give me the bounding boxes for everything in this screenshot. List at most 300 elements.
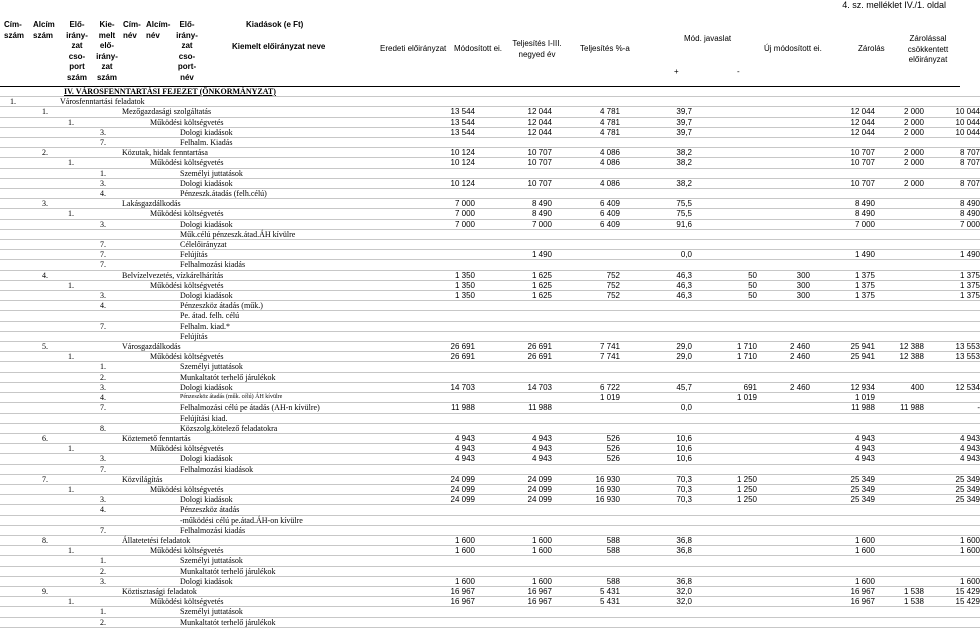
cell-teljesites	[552, 321, 620, 331]
cell-uj-modositott	[810, 617, 875, 627]
cell-mod-minus	[757, 117, 810, 127]
cell-uj-modositott	[810, 260, 875, 270]
row-name: Személyi juttatások	[60, 362, 395, 372]
cell-teljesites: 16 930	[552, 474, 620, 484]
cell-teljesites-pct: 10,6	[620, 444, 692, 454]
cell-uj-modositott	[810, 607, 875, 617]
cell-modositott	[475, 301, 552, 311]
cell-mod-plus	[692, 240, 757, 250]
cell-uj-modositott: 16 967	[810, 597, 875, 607]
cell-mod-plus	[692, 515, 757, 525]
cell-eredeti: 7 000	[395, 209, 475, 219]
cell-uj-modositott	[810, 362, 875, 372]
table-row	[0, 393, 980, 403]
row-code: 7.	[0, 250, 60, 260]
row-name: Felhalmozási kiadások	[60, 464, 395, 474]
cell-zarolas: 12 388	[875, 352, 924, 362]
cell-mod-plus	[692, 107, 757, 117]
cell-uj-modositott: 1 019	[810, 393, 875, 403]
cell-uj-modositott: 11 988	[810, 403, 875, 413]
cell-uj-modositott: 4 943	[810, 454, 875, 464]
cell-modositott	[475, 138, 552, 148]
table-row	[0, 97, 980, 107]
cell-modositott: 1 625	[475, 280, 552, 290]
cell-zarolassal: 1 600	[924, 546, 980, 556]
cell-eredeti	[395, 168, 475, 178]
cell-teljesites	[552, 311, 620, 321]
cell-zarolassal: 1 600	[924, 535, 980, 545]
row-code: 3.	[0, 291, 60, 301]
cell-uj-modositott	[810, 464, 875, 474]
header-zarolassal-text: Zárolással csökkentett előirányzat	[907, 34, 949, 64]
cell-zarolassal: 15 429	[924, 597, 980, 607]
row-code: 6.	[0, 433, 60, 443]
table-body	[0, 87, 980, 627]
cell-teljesites: 588	[552, 535, 620, 545]
row-name: Belvízelvezetés, vízkárelhárítás	[60, 270, 395, 280]
cell-teljesites: 7 741	[552, 352, 620, 362]
cell-zarolas	[875, 372, 924, 382]
cell-zarolassal	[924, 372, 980, 382]
cell-mod-plus: 1 710	[692, 352, 757, 362]
cell-teljesites-pct	[620, 556, 692, 566]
cell-mod-minus	[757, 250, 810, 260]
row-code: 7.	[0, 403, 60, 413]
row-name: Személyi juttatások	[60, 607, 395, 617]
cell-modositott: 26 691	[475, 342, 552, 352]
table-row	[0, 495, 980, 505]
row-name: Munkaltatót terhelő járulékok	[60, 372, 395, 382]
cell-uj-modositott	[810, 240, 875, 250]
cell-teljesites: 752	[552, 280, 620, 290]
cell-uj-modositott: 4 943	[810, 433, 875, 443]
cell-teljesites	[552, 423, 620, 433]
table-row	[0, 199, 980, 209]
cell-mod-minus	[757, 219, 810, 229]
row-name: Pénzeszköz átadás (műk.)	[60, 301, 395, 311]
cell-teljesites-pct	[620, 321, 692, 331]
cell-teljesites: 16 930	[552, 495, 620, 505]
header-modositott: Módosított ei.	[454, 44, 503, 53]
cell-zarolas: 1 538	[875, 586, 924, 596]
table-row	[0, 444, 980, 454]
cell-mod-minus	[757, 168, 810, 178]
cell-mod-minus	[757, 454, 810, 464]
cell-zarolas	[875, 495, 924, 505]
row-code: 4.	[0, 393, 60, 403]
row-code: 1.	[0, 97, 60, 107]
cell-uj-modositott: 25 941	[810, 342, 875, 352]
cell-mod-minus	[757, 178, 810, 188]
cell-zarolas	[875, 505, 924, 515]
cell-teljesites	[552, 260, 620, 270]
cell-modositott	[475, 505, 552, 515]
cell-teljesites-pct	[620, 97, 692, 107]
cell-teljesites-pct	[620, 362, 692, 372]
cell-modositott: 10 707	[475, 178, 552, 188]
cell-zarolassal	[924, 413, 980, 423]
cell-zarolas	[875, 454, 924, 464]
cell-eredeti	[395, 260, 475, 270]
cell-teljesites: 752	[552, 270, 620, 280]
cell-teljesites	[552, 331, 620, 341]
cell-teljesites: 6 722	[552, 382, 620, 392]
cell-zarolas: 2 000	[875, 158, 924, 168]
header-cimnev-text: Cím- név	[123, 20, 141, 40]
table-row	[0, 301, 980, 311]
cell-zarolas	[875, 280, 924, 290]
cell-eredeti: 1 600	[395, 546, 475, 556]
row-name: Felhalm. Kiadás	[60, 138, 395, 148]
cell-zarolassal	[924, 138, 980, 148]
cell-mod-plus	[692, 576, 757, 586]
cell-modositott	[475, 525, 552, 535]
table-row	[0, 270, 980, 280]
cell-modositott	[475, 372, 552, 382]
cell-eredeti: 24 099	[395, 495, 475, 505]
section-title: IV. VÁROSFENNTARTÁSI FEJEZET (ÖNKORMÁNYZAT)	[60, 87, 395, 97]
cell-mod-plus: 1 250	[692, 495, 757, 505]
cell-zarolas	[875, 291, 924, 301]
cell-zarolas: 2 000	[875, 107, 924, 117]
cell-mod-minus: 300	[757, 291, 810, 301]
cell-uj-modositott: 1 490	[810, 250, 875, 260]
table-row	[0, 372, 980, 382]
cell-eredeti: 13 544	[395, 127, 475, 137]
cell-mod-plus: 1 250	[692, 474, 757, 484]
cell-zarolas: 2 000	[875, 127, 924, 137]
row-code: 7.	[0, 321, 60, 331]
cell-mod-minus	[757, 321, 810, 331]
cell-modositott: 26 691	[475, 352, 552, 362]
cell-zarolassal	[924, 301, 980, 311]
cell-uj-modositott	[810, 423, 875, 433]
cell-eredeti	[395, 464, 475, 474]
row-code: 3.	[0, 454, 60, 464]
table-row	[0, 464, 980, 474]
cell-zarolassal: 25 349	[924, 484, 980, 494]
row-code: 1.	[0, 484, 60, 494]
cell-eredeti: 10 124	[395, 158, 475, 168]
row-code: 1.	[0, 107, 60, 117]
cell-eredeti: 16 967	[395, 597, 475, 607]
header-alcim	[33, 20, 55, 41]
cell-uj-modositott	[810, 138, 875, 148]
cell-mod-minus	[757, 433, 810, 443]
cell-teljesites-pct	[620, 413, 692, 423]
cell-eredeti: 10 124	[395, 148, 475, 158]
cell-zarolas	[875, 535, 924, 545]
cell-mod-minus: 300	[757, 280, 810, 290]
header-eredeti: Eredeti előirányzat	[380, 44, 447, 53]
cell-modositott	[475, 464, 552, 474]
header-eloir-csop-nev	[174, 20, 200, 83]
cell-modositott: 12 044	[475, 107, 552, 117]
cell-zarolassal	[924, 331, 980, 341]
cell-modositott: 16 967	[475, 597, 552, 607]
cell-eredeti	[395, 393, 475, 403]
cell-teljesites	[552, 617, 620, 627]
cell-zarolas: 2 000	[875, 117, 924, 127]
row-name: Működési költségvetés	[60, 117, 395, 127]
cell-modositott	[475, 423, 552, 433]
cell-teljesites-pct: 38,2	[620, 158, 692, 168]
cell-mod-minus	[757, 444, 810, 454]
row-code: 5.	[0, 342, 60, 352]
cell-zarolas	[875, 444, 924, 454]
cell-teljesites-pct: 36,8	[620, 576, 692, 586]
row-code: 3.	[0, 199, 60, 209]
row-code	[0, 311, 60, 321]
cell-zarolas	[875, 393, 924, 403]
cell-mod-minus	[757, 199, 810, 209]
cell-teljesites	[552, 505, 620, 515]
cell-eredeti: 4 943	[395, 433, 475, 443]
cell-teljesites-pct: 32,0	[620, 597, 692, 607]
cell-modositott	[475, 556, 552, 566]
table-row	[0, 138, 980, 148]
cell-modositott	[475, 607, 552, 617]
row-name: Dologi kiadások	[60, 291, 395, 301]
cell-mod-plus	[692, 617, 757, 627]
row-name: Köztisztasági feladatok	[60, 586, 395, 596]
cell-mod-minus	[757, 474, 810, 484]
cell-eredeti	[395, 372, 475, 382]
cell-mod-plus	[692, 97, 757, 107]
cell-zarolassal: 1 375	[924, 270, 980, 280]
cell-eredeti	[395, 515, 475, 525]
cell-teljesites-pct: 46,3	[620, 280, 692, 290]
row-code: 7.	[0, 240, 60, 250]
cell-mod-minus	[757, 556, 810, 566]
cell-zarolassal: 4 943	[924, 454, 980, 464]
cell-uj-modositott: 8 490	[810, 209, 875, 219]
cell-mod-plus	[692, 189, 757, 199]
cell-teljesites-pct: 29,0	[620, 342, 692, 352]
header-alcimnev	[146, 20, 170, 41]
cell-uj-modositott	[810, 566, 875, 576]
cell-uj-modositott: 25 941	[810, 352, 875, 362]
cell-uj-modositott	[810, 525, 875, 535]
cell-teljesites-pct: 39,7	[620, 107, 692, 117]
cell-eredeti	[395, 525, 475, 535]
cell-zarolas: 11 988	[875, 403, 924, 413]
row-code: 4.	[0, 189, 60, 199]
cell-eredeti: 4 943	[395, 444, 475, 454]
cell-mod-minus	[757, 403, 810, 413]
row-code: 3.	[0, 127, 60, 137]
cell-mod-minus	[757, 566, 810, 576]
cell-uj-modositott: 12 044	[810, 127, 875, 137]
table-row	[0, 168, 980, 178]
cell-uj-modositott	[810, 372, 875, 382]
cell-eredeti	[395, 617, 475, 627]
row-name: Lakásgazdálkodás	[60, 199, 395, 209]
cell-modositott	[475, 393, 552, 403]
cell-teljesites-pct: 36,8	[620, 535, 692, 545]
row-code: 3.	[0, 219, 60, 229]
cell-zarolas	[875, 168, 924, 178]
cell-zarolassal	[924, 362, 980, 372]
cell-zarolassal	[924, 556, 980, 566]
cell-zarolas: 1 538	[875, 597, 924, 607]
cell-teljesites: 6 409	[552, 209, 620, 219]
header-teljesites	[506, 39, 568, 60]
cell-teljesites: 526	[552, 444, 620, 454]
cell-teljesites	[552, 607, 620, 617]
row-name: Munkaltatót terhelő járulékok	[60, 617, 395, 627]
cell-mod-plus	[692, 535, 757, 545]
cell-teljesites: 4 781	[552, 107, 620, 117]
table-row	[0, 403, 980, 413]
cell-modositott	[475, 311, 552, 321]
cell-mod-plus	[692, 199, 757, 209]
cell-mod-minus	[757, 535, 810, 545]
header-teljesites-text: Teljesítés I-III. negyed év	[512, 39, 562, 59]
table-row	[0, 209, 980, 219]
row-name: Felújítás	[60, 331, 395, 341]
table-row	[0, 342, 980, 352]
cell-mod-plus	[692, 546, 757, 556]
cell-mod-plus: 50	[692, 280, 757, 290]
cell-modositott: 16 967	[475, 586, 552, 596]
cell-zarolassal	[924, 617, 980, 627]
cell-zarolas	[875, 311, 924, 321]
cell-teljesites-pct	[620, 331, 692, 341]
cell-teljesites-pct: 39,7	[620, 127, 692, 137]
row-name: Pénzeszköz átadás (műk. célú) ÁH kívülre	[60, 393, 395, 403]
cell-mod-minus	[757, 127, 810, 137]
row-code: 1.	[0, 158, 60, 168]
cell-teljesites-pct: 70,3	[620, 474, 692, 484]
cell-zarolas	[875, 556, 924, 566]
cell-teljesites-pct: 38,2	[620, 178, 692, 188]
cell-zarolas: 400	[875, 382, 924, 392]
cell-uj-modositott	[810, 321, 875, 331]
row-code: 8.	[0, 423, 60, 433]
row-code	[0, 413, 60, 423]
cell-mod-minus	[757, 311, 810, 321]
cell-eredeti: 13 544	[395, 117, 475, 127]
table-row	[0, 178, 980, 188]
table-row	[0, 229, 980, 239]
cell-zarolassal	[924, 566, 980, 576]
cell-teljesites: 4 781	[552, 117, 620, 127]
row-name: -működési célú pe.átad.ÁH-on kívülre	[60, 515, 395, 525]
cell-teljesites: 588	[552, 576, 620, 586]
cell-uj-modositott: 1 600	[810, 546, 875, 556]
cell-mod-plus	[692, 260, 757, 270]
cell-zarolas	[875, 433, 924, 443]
table-row	[0, 240, 980, 250]
cell-teljesites-pct: 75,5	[620, 199, 692, 209]
page-header: 4. sz. melléklet IV./1. oldal	[842, 0, 946, 10]
row-name: Működési költségvetés	[60, 444, 395, 454]
cell-zarolassal	[924, 97, 980, 107]
table-row	[0, 321, 980, 331]
cell-uj-modositott: 12 044	[810, 107, 875, 117]
row-name: Felhalmozási kiadás	[60, 260, 395, 270]
cell-mod-plus	[692, 372, 757, 382]
cell-teljesites-pct: 45,7	[620, 382, 692, 392]
cell-modositott	[475, 229, 552, 239]
cell-uj-modositott	[810, 168, 875, 178]
cell-teljesites: 5 431	[552, 586, 620, 596]
cell-eredeti: 7 000	[395, 199, 475, 209]
cell-eredeti: 10 124	[395, 178, 475, 188]
header-alcim-text: Alcím szám	[33, 20, 55, 40]
cell-teljesites	[552, 515, 620, 525]
cell-zarolassal: 8 707	[924, 158, 980, 168]
row-code: 4.	[0, 270, 60, 280]
cell-eredeti	[395, 566, 475, 576]
header-plus: +	[674, 67, 679, 76]
cell-modositott	[475, 189, 552, 199]
cell-mod-minus	[757, 505, 810, 515]
cell-uj-modositott	[810, 229, 875, 239]
cell-teljesites	[552, 189, 620, 199]
cell-teljesites-pct	[620, 464, 692, 474]
row-name: Működési költségvetés	[60, 597, 395, 607]
cell-mod-plus	[692, 321, 757, 331]
cell-teljesites-pct: 10,6	[620, 454, 692, 464]
row-name: Dologi kiadások	[60, 495, 395, 505]
cell-teljesites-pct	[620, 168, 692, 178]
row-name: Működési költségvetés	[60, 546, 395, 556]
cell-teljesites-pct	[620, 423, 692, 433]
cell-modositott	[475, 331, 552, 341]
cell-eredeti: 24 099	[395, 484, 475, 494]
cell-teljesites	[552, 556, 620, 566]
cell-mod-minus	[757, 393, 810, 403]
cell-teljesites-pct: 10,6	[620, 433, 692, 443]
cell-zarolassal: 10 044	[924, 107, 980, 117]
cell-zarolassal: 8 490	[924, 199, 980, 209]
cell-modositott	[475, 515, 552, 525]
row-name: Munkaltatót terhelő járulékok	[60, 566, 395, 576]
table-row	[0, 484, 980, 494]
cell-mod-minus	[757, 464, 810, 474]
cell-zarolassal: 8 707	[924, 178, 980, 188]
cell-mod-plus	[692, 117, 757, 127]
cell-modositott	[475, 362, 552, 372]
cell-mod-plus	[692, 331, 757, 341]
cell-zarolassal: 10 044	[924, 117, 980, 127]
cell-mod-plus: 1 019	[692, 393, 757, 403]
row-code: 9.	[0, 586, 60, 596]
cell-eredeti	[395, 229, 475, 239]
cell-teljesites-pct	[620, 515, 692, 525]
cell-modositott: 14 703	[475, 382, 552, 392]
cell-teljesites: 4 086	[552, 158, 620, 168]
row-name: Dologi kiadások	[60, 127, 395, 137]
cell-zarolassal: 13 553	[924, 342, 980, 352]
cell-teljesites: 16 930	[552, 484, 620, 494]
cell-mod-plus	[692, 413, 757, 423]
cell-modositott: 1 600	[475, 576, 552, 586]
row-code: 1.	[0, 352, 60, 362]
cell-uj-modositott: 1 375	[810, 291, 875, 301]
cell-mod-minus	[757, 240, 810, 250]
cell-eredeti: 16 967	[395, 586, 475, 596]
row-code: 8.	[0, 535, 60, 545]
table-row	[0, 362, 980, 372]
table-row	[0, 260, 980, 270]
cell-teljesites	[552, 464, 620, 474]
cell-mod-plus	[692, 178, 757, 188]
cell-uj-modositott	[810, 505, 875, 515]
row-code: 1.	[0, 597, 60, 607]
